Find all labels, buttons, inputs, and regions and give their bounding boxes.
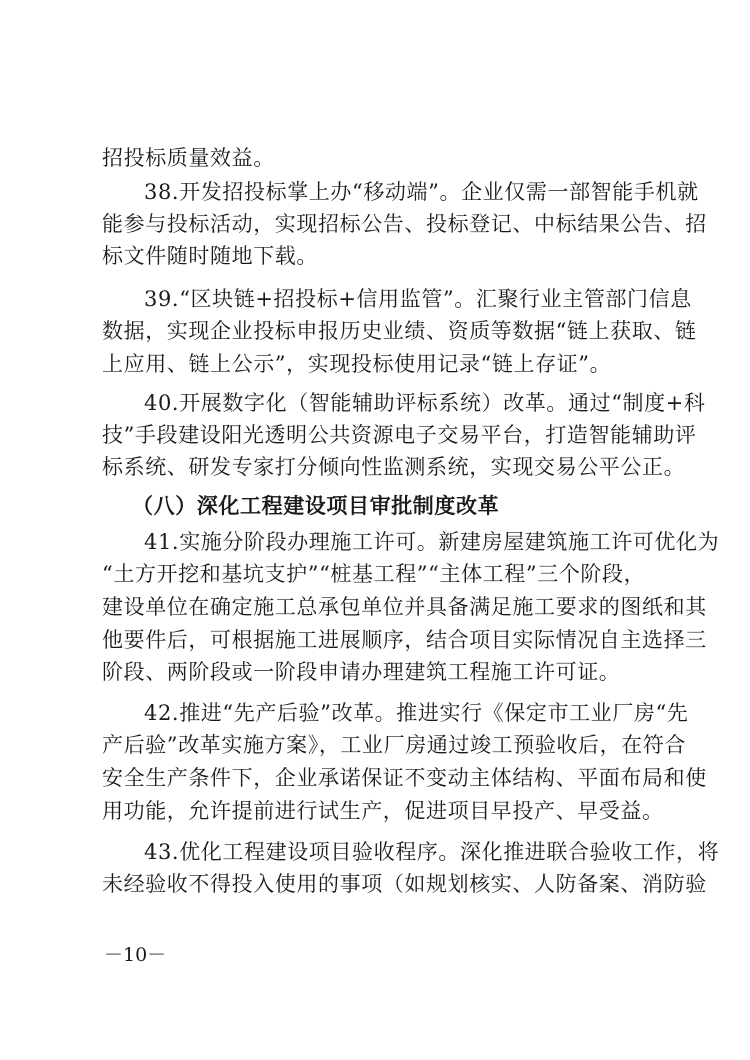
paragraph-line: 产后验”改革实施方案》，工业厂房通过竣工预验收后，在符合 (102, 733, 687, 757)
paragraph-line: 招投标质量效益。 (102, 146, 275, 170)
page-number: －10－ (104, 944, 167, 966)
section-heading: （八）深化工程建设项目审批制度改革 (132, 493, 500, 518)
paragraph-line: 上应用、链上公示”，实现投标使用记录“链上存证”。 (102, 352, 612, 376)
paragraph-line: 用功能，允许提前进行试生产，促进项目早投产、早受益。 (102, 799, 664, 823)
paragraph-line: 未经验收不得投入使用的事项（如规划核实、人防备案、消防验 (102, 872, 707, 896)
paragraph-line: 标系统、研发专家打分倾向性监测系统，实现交易公平公正。 (102, 455, 686, 479)
paragraph-line: 他要件后，可根据施工进展顺序，结合项目实际情况自主选择三 (102, 628, 707, 652)
paragraph-line: 39.“区块链+招投标+信用监管”。汇聚行业主管部门信息 (144, 287, 692, 311)
paragraph-line: 41.实施分阶段办理施工许可。新建房屋建筑施工许可优化为 (144, 530, 720, 554)
paragraph-line: 38.开发招投标掌上办“移动端”。企业仅需一部智能手机就 (144, 180, 699, 204)
paragraph-line: 标文件随时随地下载。 (102, 244, 318, 268)
paragraph-line: 建设单位在确定施工总承包单位并具备满足施工要求的图纸和其 (102, 595, 707, 619)
paragraph-line: “土方开挖和基坑支护”“桩基工程”“主体工程”三个阶段， (102, 562, 646, 586)
paragraph-line: 安全生产条件下，企业承诺保证不变动主体结构、平面布局和使 (102, 766, 707, 790)
paragraph-line: 40.开展数字化（智能辅助评标系统）改革。通过“制度+科 (144, 391, 706, 415)
paragraph-line: 阶段、两阶段或一阶段申请办理建筑工程施工许可证。 (102, 660, 621, 684)
paragraph-line: 43.优化工程建设项目验收程序。深化推进联合验收工作，将 (144, 840, 720, 864)
paragraph-line: 技”手段建设阳光透明公共资源电子交易平台，打造智能辅助评 (102, 423, 697, 447)
paragraph-line: 数据，实现企业投标申报历史业绩、资质等数据“链上获取、链 (102, 319, 697, 343)
paragraph-line: 42.推进“先产后验”改革。推进实行《保定市工业厂房“先 (144, 701, 689, 725)
paragraph-line: 能参与投标活动，实现招标公告、投标登记、中标结果公告、招 (102, 212, 707, 236)
